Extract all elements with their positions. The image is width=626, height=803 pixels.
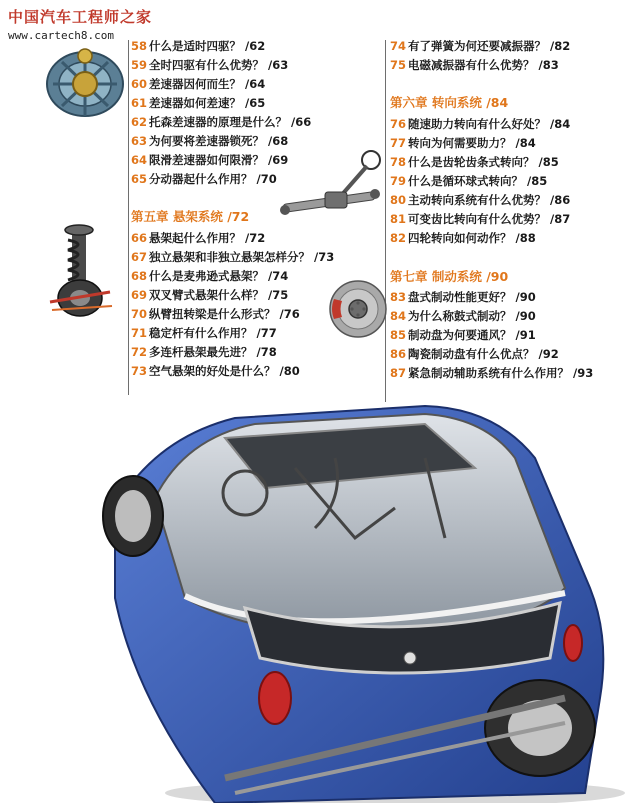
item-number: 85 [390, 328, 407, 342]
item-title: 独立悬架和非独立悬架怎样分？ /73 [149, 250, 335, 264]
item-number: 68 [131, 269, 148, 283]
item-number: 70 [131, 307, 148, 321]
item-title: 悬架起什么作用？ /72 [149, 231, 266, 245]
item-title: 盘式制动性能更好？ /90 [408, 290, 536, 304]
brake-disc-icon [328, 279, 388, 339]
item-title: 为何要将差速器锁死？ /68 [149, 134, 289, 148]
item-title: 托森差速器的原理是什么？ /66 [149, 115, 312, 129]
item-title: 纵臂扭转梁是什么形式？ /76 [149, 307, 300, 321]
item-number: 74 [390, 39, 407, 53]
toc-item[interactable] [131, 249, 334, 265]
item-title: 什么是麦弗逊式悬架？ /74 [149, 269, 289, 283]
toc-item[interactable] [390, 346, 559, 362]
item-number: 78 [390, 155, 407, 169]
item-title: 什么是齿轮齿条式转向？ /85 [408, 155, 559, 169]
item-number: 61 [131, 96, 148, 110]
toc-item[interactable] [390, 230, 536, 246]
toc-item[interactable] [131, 76, 265, 92]
cutaway-car-illustration [95, 398, 626, 803]
toc-item[interactable] [131, 344, 277, 360]
item-title: 为什么称鼓式制动？ /90 [408, 309, 536, 323]
item-number: 62 [131, 115, 148, 129]
item-title: 陶瓷制动盘有什么优点？ /92 [408, 347, 559, 361]
chapter-heading[interactable]: 第六章 转向系统 /84 [390, 95, 509, 110]
item-title: 分动器起什么作用？ /70 [149, 172, 277, 186]
toc-item[interactable] [390, 211, 570, 227]
item-title: 主动转向系统有什么优势？ /86 [408, 193, 571, 207]
steering-rack-icon [275, 146, 387, 226]
item-number: 83 [390, 290, 407, 304]
item-number: 84 [390, 309, 407, 323]
item-title: 双叉臂式悬架什么样？ /75 [149, 288, 289, 302]
item-title: 制动盘为何要通风？ /91 [408, 328, 536, 342]
item-title: 转向为何需要助力？ /84 [408, 136, 536, 150]
toc-item[interactable] [390, 308, 536, 324]
toc-item[interactable] [131, 306, 300, 322]
suspension-strut-icon [40, 222, 125, 322]
toc-item[interactable] [390, 57, 559, 73]
item-title: 有了弹簧为何还要减振器？ /82 [408, 39, 571, 53]
item-number: 80 [390, 193, 407, 207]
toc-item[interactable] [390, 38, 570, 54]
chapter-heading[interactable]: 第七章 制动系统 /90 [390, 269, 509, 284]
item-title: 什么是适时四驱？ /62 [149, 39, 266, 53]
item-title: 多连杆悬架最先进？ /78 [149, 345, 277, 359]
toc-item[interactable] [390, 135, 536, 151]
item-title: 差速器因何而生？ /64 [149, 77, 266, 91]
item-number: 69 [131, 288, 148, 302]
toc-item[interactable] [131, 171, 277, 187]
item-number: 86 [390, 347, 407, 361]
item-number: 64 [131, 153, 148, 167]
toc-item[interactable] [390, 192, 570, 208]
item-number: 63 [131, 134, 148, 148]
item-title: 全时四驱有什么优势？ /63 [149, 58, 289, 72]
item-number: 76 [390, 117, 407, 131]
toc-item[interactable] [390, 173, 547, 189]
toc-item[interactable] [131, 268, 288, 284]
differential-gear-icon [40, 42, 130, 122]
item-number: 59 [131, 58, 148, 72]
item-number: 67 [131, 250, 148, 264]
item-number: 82 [390, 231, 407, 245]
item-title: 稳定杆有什么作用？ /77 [149, 326, 277, 340]
toc-item[interactable] [390, 327, 536, 343]
toc-item[interactable] [131, 363, 300, 379]
item-number: 60 [131, 77, 148, 91]
item-title: 随速助力转向有什么好处？ /84 [408, 117, 571, 131]
toc-item[interactable] [390, 154, 559, 170]
item-number: 79 [390, 174, 407, 188]
item-title: 紧急制动辅助系统有什么作用？ /93 [408, 366, 594, 380]
item-number: 81 [390, 212, 407, 226]
item-number: 75 [390, 58, 407, 72]
item-title: 电磁减振器有什么优势？ /83 [408, 58, 559, 72]
watermark [8, 6, 152, 42]
item-number: 71 [131, 326, 148, 340]
item-title: 四轮转向如何动作？ /88 [408, 231, 536, 245]
chapter-heading[interactable]: 第五章 悬架系统 /72 [131, 209, 250, 224]
toc-item[interactable] [390, 289, 536, 305]
toc-item[interactable] [131, 114, 311, 130]
toc-item[interactable] [131, 325, 277, 341]
toc-item[interactable] [131, 287, 288, 303]
item-title: 差速器如何差速？ /65 [149, 96, 266, 110]
toc-item[interactable] [131, 95, 265, 111]
toc-item[interactable] [131, 57, 288, 73]
item-title: 空气悬架的好处是什么？ /80 [149, 364, 300, 378]
item-number: 77 [390, 136, 407, 150]
watermark-title: 中国汽车工程师之家 [8, 8, 153, 26]
item-number: 58 [131, 39, 148, 53]
watermark-url: www.cartech8.com [8, 29, 114, 42]
toc-item[interactable] [390, 365, 593, 381]
toc-item[interactable] [131, 133, 288, 149]
toc-item[interactable] [131, 38, 265, 54]
item-title: 限滑差速器如何限滑？ /69 [149, 153, 289, 167]
item-title: 可变齿比转向有什么优势？ /87 [408, 212, 571, 226]
toc-item[interactable] [390, 116, 570, 132]
item-number: 72 [131, 345, 148, 359]
item-number: 73 [131, 364, 148, 378]
item-title: 什么是循环球式转向？ /85 [408, 174, 548, 188]
item-number: 65 [131, 172, 148, 186]
item-number: 66 [131, 231, 148, 245]
item-number: 87 [390, 366, 407, 380]
toc-item[interactable] [131, 152, 288, 168]
toc-item[interactable] [131, 230, 265, 246]
